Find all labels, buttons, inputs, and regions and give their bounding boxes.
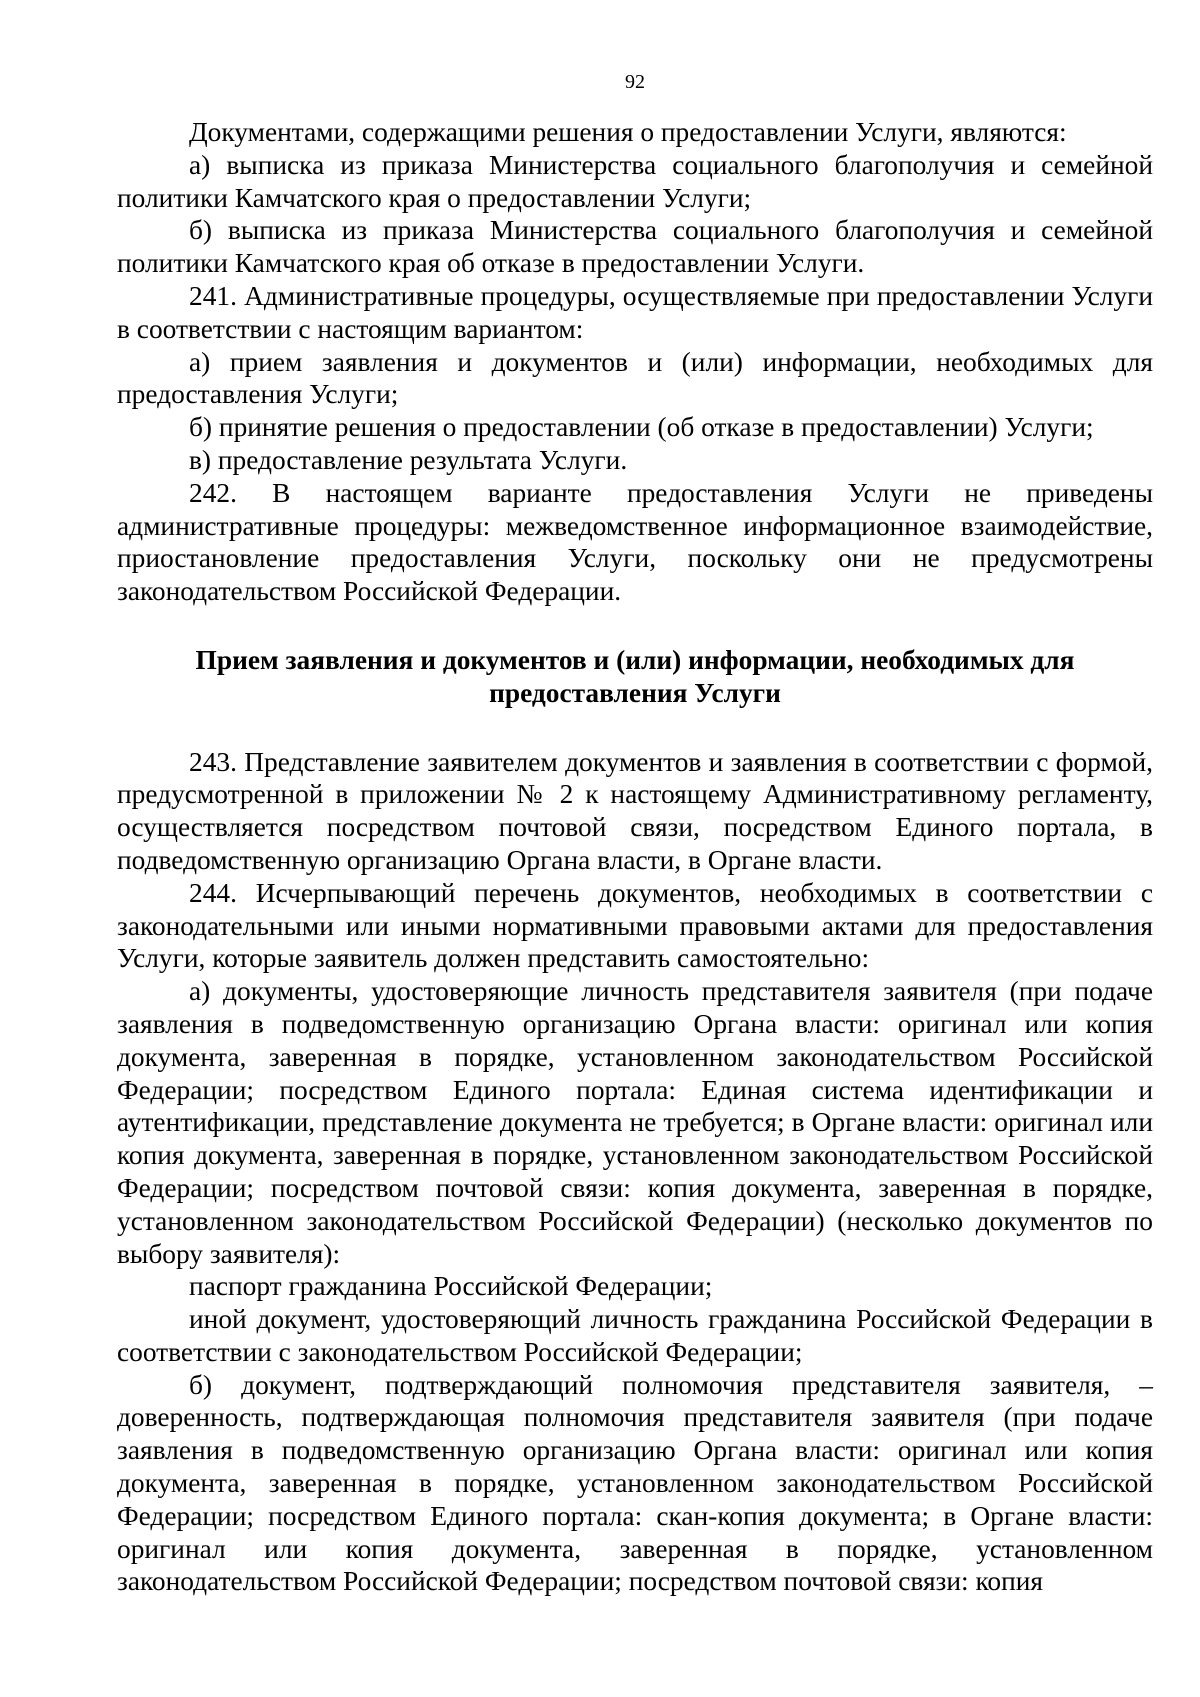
paragraph-241-b: б) принятие решения о предоставлении (об отказе в предоставлении) Услуги;: [189, 412, 1094, 443]
paragraph-243: 243. Представление заявителем документов и заявления в соответствии с формой, предусмотренной в приложении № 2 к настоящему Административному регламенту, осуществляется посредством почтовой связи, посредством Единого портала, в подведомственную организацию Органа власти, в Органе власти.: [117, 746, 1153, 875]
paragraph-decisions-intro: Документами, содержащими решения о предоставлении Услуги, являются:: [189, 117, 1067, 147]
paragraph-passport: паспорт гражданина Российской Федерации;: [189, 1271, 713, 1302]
paragraph-decision-a: а) выписка из приказа Министерства социального благополучия и семейной политики Камчатского края о предоставлении Услуги;: [117, 149, 1153, 213]
paragraph-decision-b: б) выписка из приказа Министерства социального благополучия и семейной политики Камчатского края об отказе в предоставлении Услуги.: [117, 215, 1153, 279]
paragraph-242: 242. В настоящем варианте предоставления Услуги не приведены административные процедуры: межведомственное информационное взаимодействие, приостановление предоставления Услуги, поскольку они не предусмотрены законодательством Российской Федерации.: [117, 477, 1153, 607]
section-heading-line2: предоставления Услуги: [489, 677, 781, 708]
paragraph-244: 244. Исчерпывающий перечень документов, необходимых в соответствии с законодательными или иными нормативными правовыми актами для предоставления Услуги, которые заявитель должен представить самостоятельно:: [117, 877, 1153, 974]
document-page: [117, 70, 1153, 1598]
paragraph-244-b: б) документ, подтверждающий полномочия представителя заявителя, – доверенность, подтверждающая полномочия представителя заявителя (при подаче заявления в подведомственную организацию Органа власти: оригинал или копия документа, заверенная в порядке, установленном законодательством Российской Федерации; посредством Единого портала: скан-копия документа; в Органе власти: оригинал или копия документа, заверенная в порядке, установленном законодательством Российской Федерации; посредством почтовой связи: копия: [117, 1369, 1153, 1597]
paragraph-241-a: а) прием заявления и документов и (или) информации, необходимых для предоставления Услуги;: [117, 346, 1153, 410]
paragraph-241-c: в) предоставление результата Услуги.: [189, 444, 628, 475]
page-number: 92: [625, 71, 645, 93]
section-heading-line1: Прием заявления и документов и (или) информации, необходимых для: [195, 644, 1075, 675]
paragraph-241: 241. Административные процедуры, осуществляемые при предоставлении Услуги в соответствии с настоящим вариантом:: [117, 280, 1153, 344]
section-heading: [117, 644, 1153, 710]
paragraph-244-a: а) документы, удостоверяющие личность представителя заявителя (при подаче заявления в подведомственную организацию Органа власти: оригинал или копия документа, заверенная в порядке, установленном законодательством Российской Федерации; посредством Единого портала: Единая система идентификации и аутентификации, представление документа не требуется; в Органе власти: оригинал или копия документа, заверенная в порядке, установленном законодательством Российской Федерации; посредством почтовой связи: копия документа, заверенная в порядке, установленном законодательством Российской Федерации) (несколько документов по выбору заявителя):: [117, 976, 1153, 1269]
paragraph-other-id: иной документ, удостоверяющий личность гражданина Российской Федерации в соответствии с законодательством Российской Федерации;: [117, 1304, 1153, 1367]
